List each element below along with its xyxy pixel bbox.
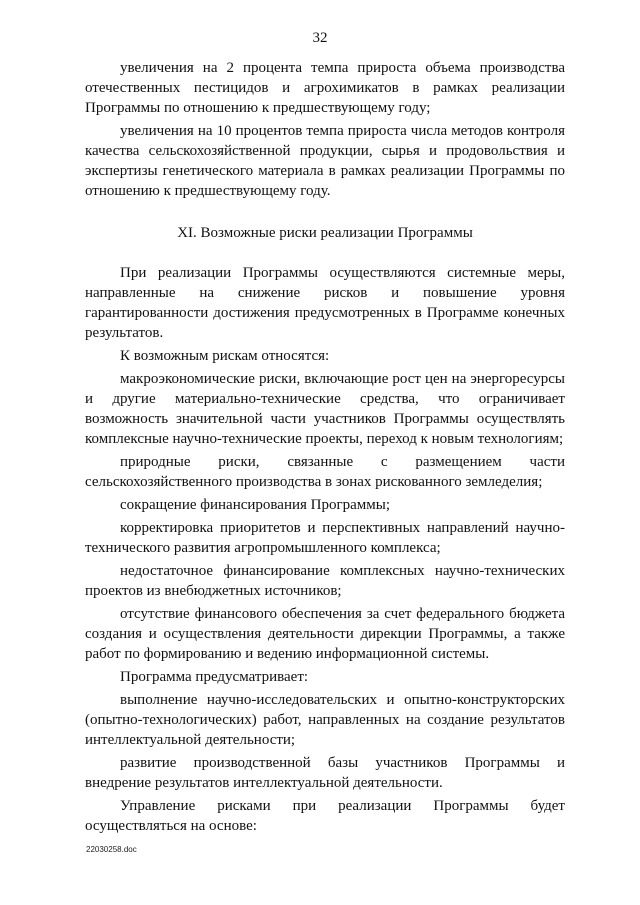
list-item-no-federal-support: отсутствие финансового обеспечения за счет федерального бюджета создания и осуществления деятельности дирекции Программы, а также работ по формированию и ведению информационной системы.	[85, 606, 565, 662]
paragraph-risk-management: Управление рисками при реализации Программы будет осуществляться на основе:	[85, 798, 565, 834]
paragraph-target-quality-control: увеличения на 10 процентов темпа прироста числа методов контроля качества сельскохозяйственной продукции, сырья и продовольствия и экспертизы генетического материала в рамках реализации Программы по отношению к предшествующему году.	[85, 123, 565, 199]
page-number: 32	[312, 30, 328, 46]
paragraph-system-measures: При реализации Программы осуществляются системные меры, направленные на снижение рисков и повышение уровня гарантированности достижения предусмотренных в Программе конечных результатов.	[85, 265, 565, 341]
list-item-priority-adjustment: корректировка приоритетов и перспективных направлений научно-технического развития агропромышленного комплекса;	[85, 520, 565, 556]
section-heading: XI. Возможные риски реализации Программы	[177, 225, 473, 241]
list-item-rnd-works: выполнение научно-исследовательских и опытно-конструкторских (опытно-технологических) работ, направленных на создание результатов интеллектуальной деятельности;	[85, 692, 565, 748]
list-item-insufficient-funding: недостаточное финансирование комплексных научно-технических проектов из внебюджетных источников;	[85, 563, 565, 599]
paragraph-target-pesticides: увеличения на 2 процента темпа прироста объема производства отечественных пестицидов и агрохимикатов в рамках реализации Программы по отношению к предшествующему году;	[85, 60, 565, 116]
footer-doc-id: 22030258.doc	[86, 845, 137, 854]
list-item-natural-risks: природные риски, связанные с размещением части сельскохозяйственного производства в зонах рискованного земледелия;	[85, 454, 565, 490]
list-item-production-base: развитие производственной базы участников Программы и внедрение результатов интеллектуальной деятельности.	[85, 755, 565, 791]
list-item-funding-cut: сокращение финансирования Программы;	[120, 497, 391, 513]
list-item-macro-risks: макроэкономические риски, включающие рост цен на энергоресурсы и другие материально-технические средства, что ограничивает возможность значительной части участников Программы осуществлять комплексные научно-технические проекты, переход к новым технологиям;	[85, 371, 565, 447]
document-body	[85, 58, 565, 839]
paragraph-program-provides: Программа предусматривает:	[120, 669, 309, 685]
paragraph-risks-intro: К возможным рискам относятся:	[120, 348, 330, 364]
